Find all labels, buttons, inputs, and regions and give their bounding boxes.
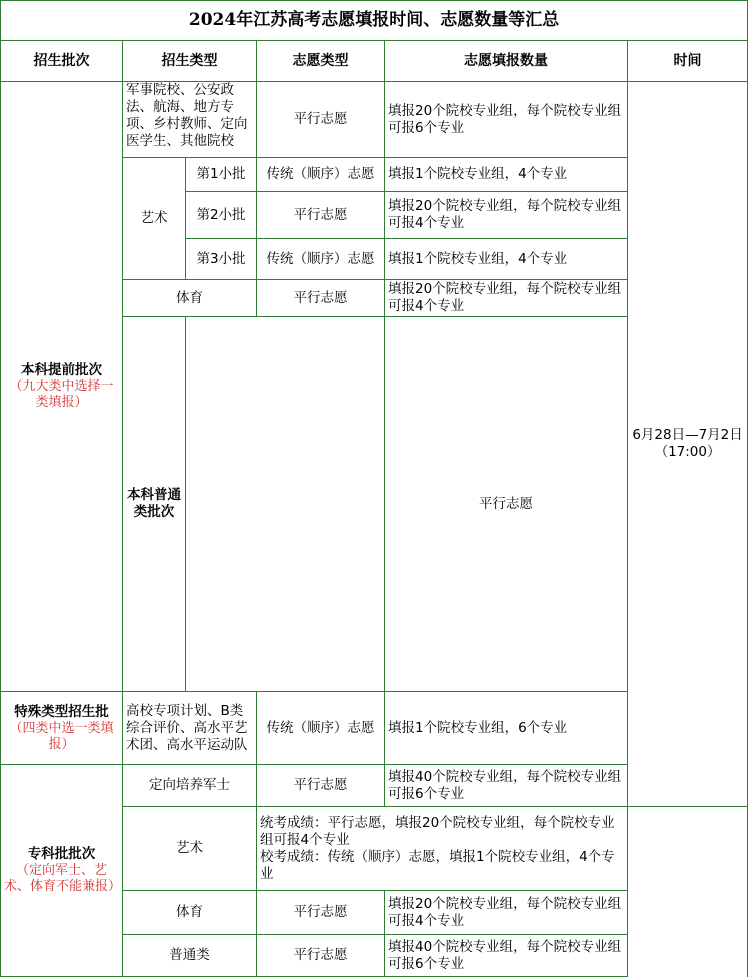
time-undergrad: 6月28日—7月2日（17:00） (628, 82, 748, 807)
detail-junior-art (257, 807, 628, 891)
vol-regular: 平行志愿 (385, 317, 628, 692)
qty-pe: 填报20个院校专业组，每个院校专业组可报4个专业 (385, 280, 628, 317)
table-row (1, 82, 748, 158)
type-junior-military: 定向培养军士 (123, 765, 257, 807)
type-regular-empty (186, 317, 385, 692)
vol-pe: 平行志愿 (257, 280, 385, 317)
title-row (1, 1, 748, 41)
vol-art-sub1: 传统（顺序）志愿 (257, 158, 385, 192)
type-art: 艺术 (123, 158, 186, 280)
qty-art-sub3: 填报1个院校专业组，4个专业 (385, 239, 628, 280)
batch-special-note: （四类中选一类填报） (9, 720, 114, 752)
qty-special: 填报1个院校专业组，6个专业 (385, 692, 628, 765)
qty-art-sub2: 填报20个院校专业组，每个院校专业组可报4个专业 (385, 192, 628, 239)
type-pe: 体育 (123, 280, 257, 317)
batch-regular: 本科普通类批次 (123, 317, 186, 692)
batch-early-note: （九大类中选择一类填报） (9, 379, 114, 410)
qty-junior-pe: 填报20个院校专业组，每个院校专业组可报4个专业 (385, 891, 628, 935)
batch-early-cell (1, 82, 123, 692)
header-batch: 招生批次 (1, 41, 123, 82)
type-junior-pe: 体育 (123, 891, 257, 935)
header-quantity: 志愿填报数量 (385, 41, 628, 82)
art-sub2: 第2小批 (186, 192, 257, 239)
art-sub3: 第3小批 (186, 239, 257, 280)
batch-special-label: 特殊类型招生批 (14, 703, 109, 720)
vol-art-sub2: 平行志愿 (257, 192, 385, 239)
table-title: 2024年江苏高考志愿填报时间、志愿数量等汇总 (1, 1, 748, 41)
batch-junior-label: 专科批批次 (27, 846, 96, 862)
type-military-text: 军事院校、公安政法、航海、地方专项、乡村教师、定向医学生、其他院校 (126, 82, 248, 149)
batch-special-cell (1, 692, 123, 765)
qty-junior-military: 填报40个院校专业组，每个院校专业组可报6个专业 (385, 765, 628, 807)
batch-junior-note: （定向军士、艺术、体育不能兼报） (4, 863, 122, 894)
vol-junior-pe: 平行志愿 (257, 891, 385, 935)
vol-junior-military: 平行志愿 (257, 765, 385, 807)
type-special: 高校专项计划、B类综合评价、高水平艺术团、高水平运动队 (123, 692, 257, 765)
batch-early-label: 本科提前批次 (21, 362, 102, 378)
type-junior-art: 艺术 (123, 807, 257, 891)
batch-junior-cell (1, 765, 123, 977)
header-time: 时间 (628, 41, 748, 82)
qty-junior-general: 填报40个院校专业组，每个院校专业组可报6个专业 (385, 935, 628, 977)
vol-special: 传统（顺序）志愿 (257, 692, 385, 765)
art-sub1: 第1小批 (186, 158, 257, 192)
vol-art-sub3: 传统（顺序）志愿 (257, 239, 385, 280)
detail-junior-art-line2: 校考成绩：传统（顺序）志愿，填报1个院校专业组，4个专业 (260, 848, 615, 882)
header-row (1, 41, 748, 82)
vol-military: 平行志愿 (257, 82, 385, 158)
detail-junior-art-line1: 统考成绩：平行志愿，填报20个院校专业组，每个院校专业组可报4个专业 (260, 814, 615, 848)
header-volunteer-type: 志愿类型 (257, 41, 385, 82)
qty-military: 填报20个院校专业组，每个院校专业组可报6个专业 (385, 82, 628, 158)
type-military-cell (123, 82, 257, 158)
header-type: 招生类型 (123, 41, 257, 82)
qty-art-sub1: 填报1个院校专业组，4个专业 (385, 158, 628, 192)
vol-junior-general: 平行志愿 (257, 935, 385, 977)
type-junior-general: 普通类 (123, 935, 257, 977)
